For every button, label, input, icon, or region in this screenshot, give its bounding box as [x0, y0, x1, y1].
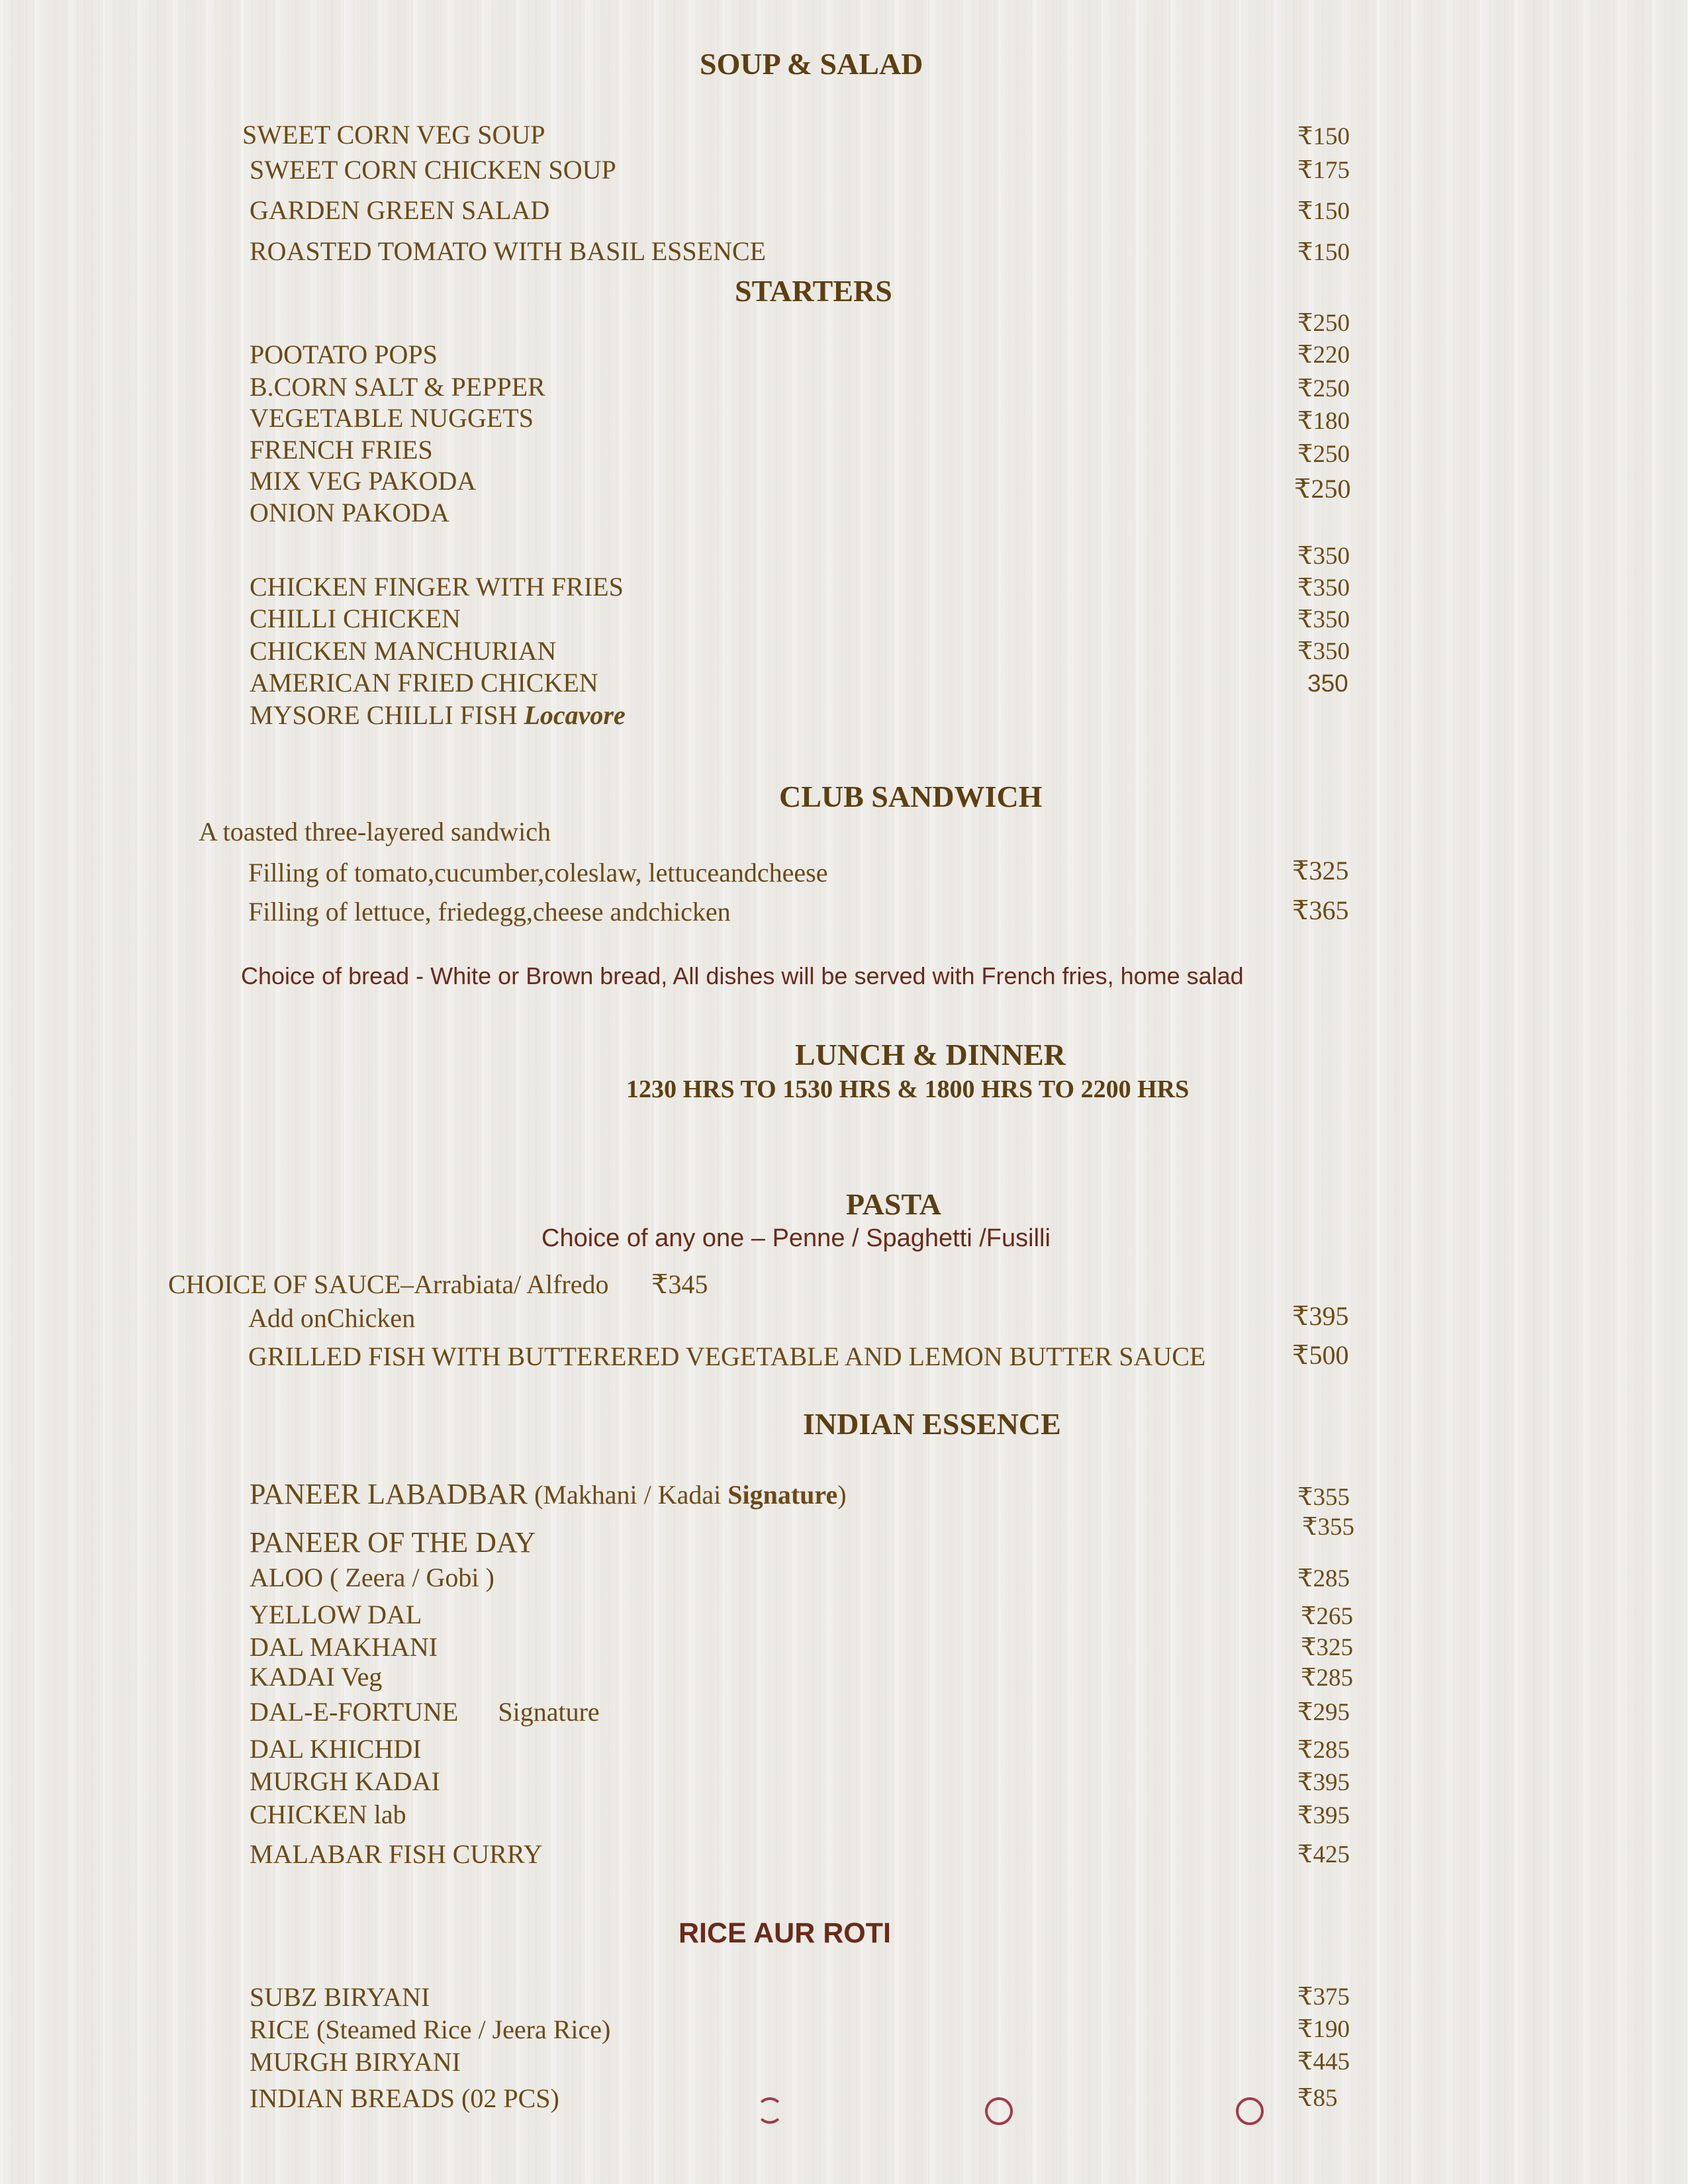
section-title-rice-aur-roti: RICE AUR ROTI	[679, 1917, 891, 1949]
menu-price: ₹265	[1301, 1603, 1354, 1630]
menu-item: Filling of tomato,cucumber,coleslaw, lettuceandcheese	[248, 858, 828, 887]
menu-item: ALOO ( Zeera / Gobi )	[250, 1563, 494, 1592]
menu-item: ROASTED TOMATO WITH BASIL ESSENCE	[250, 236, 767, 266]
menu-price: ₹350	[1297, 543, 1350, 570]
paneer-options: (Makhani / Kadai	[534, 1480, 722, 1510]
section-title-indian-essence: INDIAN ESSENCE	[803, 1407, 1061, 1441]
menu-price: ₹355	[1302, 1514, 1355, 1541]
menu-price: ₹85	[1297, 2085, 1338, 2112]
menu-item: SWEET CORN VEG SOUP	[242, 120, 545, 150]
menu-price: ₹250	[1294, 474, 1351, 504]
menu-item: DAL MAKHANI	[250, 1632, 438, 1662]
signature-tag: Signature	[498, 1697, 600, 1727]
menu-item: SWEET CORN CHICKEN SOUP	[250, 155, 616, 185]
menu-price: ₹150	[1297, 123, 1350, 150]
menu-item: MIX VEG PAKODA	[250, 466, 477, 496]
menu-price: ₹190	[1297, 2016, 1350, 2043]
menu-price: ₹175	[1297, 157, 1350, 184]
menu-item: INDIAN BREADS (02 PCS)	[250, 2083, 559, 2113]
menu-item: POOTATO POPS	[250, 340, 438, 369]
menu-item: SUBZ BIRYANI	[250, 1982, 430, 2012]
menu-price: ₹345	[651, 1269, 708, 1299]
menu-item: B.CORN SALT & PEPPER	[250, 372, 545, 402]
signature-tag: Signature	[727, 1480, 838, 1510]
menu-price: ₹250	[1297, 310, 1350, 337]
menu-price: ₹425	[1297, 1841, 1350, 1868]
menu-price: ₹350	[1297, 574, 1350, 602]
menu-price: ₹285	[1297, 1565, 1350, 1592]
menu-item: Filling of lettuce, friedegg,cheese andchicken	[248, 897, 731, 927]
menu-item: GRILLED FISH WITH BUTTERERED VEGETABLE AND LEMON BUTTER SAUCE	[248, 1342, 1206, 1371]
menu-price: ₹250	[1297, 441, 1350, 468]
menu-item: CHILLI CHICKEN	[250, 604, 461, 633]
menu-price: ₹250	[1297, 375, 1350, 402]
menu-item: KADAI Veg	[250, 1662, 383, 1692]
menu-item: FRENCH FRIES	[250, 435, 433, 465]
page-dot-icon	[1236, 2097, 1264, 2125]
section-title-starters: STARTERS	[735, 274, 892, 308]
pasta-choice: Choice of any one – Penne / Spaghetti /Fusilli	[541, 1224, 1051, 1252]
menu-price: ₹150	[1297, 239, 1350, 266]
menu-item: PANEER LABADBAR	[250, 1478, 528, 1510]
menu-item: VEGETABLE NUGGETS	[250, 403, 534, 433]
menu-price: ₹325	[1301, 1634, 1354, 1661]
menu-item: CHICKEN MANCHURIAN	[250, 636, 557, 666]
section-title-lunch-dinner: LUNCH & DINNER	[795, 1038, 1066, 1071]
section-title-pasta: PASTA	[846, 1187, 941, 1221]
menu-item: MYSORE CHILLI FISH	[250, 700, 518, 730]
menu-item: RICE (Steamed Rice / Jeera Rice)	[250, 2015, 611, 2044]
menu-item-dal-e-fortune	[250, 1696, 600, 1727]
menu-price: ₹285	[1297, 1737, 1350, 1764]
menu-item-paneer-labadbar	[250, 1477, 847, 1511]
menu-price: 350	[1307, 670, 1348, 697]
menu-price: ₹395	[1297, 1802, 1350, 1829]
menu-price: ₹445	[1297, 2048, 1350, 2075]
menu-item: Add onChicken	[248, 1303, 416, 1333]
menu-price: ₹365	[1292, 895, 1349, 925]
pasta-sauce-choice: CHOICE OF SAUCE–Arrabiata/ Alfredo	[168, 1269, 609, 1299]
menu-price: ₹500	[1292, 1340, 1349, 1370]
menu-price: ₹350	[1297, 606, 1350, 633]
lunch-dinner-hours: 1230 HRS TO 1530 HRS & 1800 HRS TO 2200 HRS	[626, 1075, 1190, 1103]
section-title-club-sandwich: CLUB SANDWICH	[779, 780, 1043, 813]
menu-price: ₹350	[1297, 638, 1350, 665]
menu-price: ₹285	[1301, 1664, 1354, 1692]
menu-price: ₹220	[1297, 341, 1350, 369]
club-sandwich-description: A toasted three-layered sandwich	[199, 817, 551, 846]
paneer-options-close: )	[837, 1480, 847, 1510]
menu-item-mysore-chilli-fish	[250, 700, 626, 731]
menu-price: ₹395	[1292, 1301, 1349, 1331]
menu-item: MALABAR FISH CURRY	[250, 1839, 543, 1869]
menu-price: ₹375	[1297, 1983, 1350, 2011]
menu-item: DAL KHICHDI	[250, 1734, 422, 1764]
menu-item: CHICKEN lab	[250, 1799, 406, 1829]
menu-price: ₹325	[1292, 856, 1349, 886]
menu-item: PANEER OF THE DAY	[250, 1526, 536, 1559]
menu-item: GARDEN GREEN SALAD	[250, 195, 550, 225]
page-dot-icon	[757, 2097, 783, 2124]
menu-item: AMERICAN FRIED CHICKEN	[250, 668, 598, 698]
menu-price: ₹150	[1297, 198, 1350, 225]
page-dot-icon	[985, 2097, 1013, 2125]
menu-price: ₹295	[1297, 1699, 1350, 1726]
menu-price: ₹355	[1297, 1484, 1350, 1511]
club-sandwich-note: Choice of bread - White or Brown bread, All dishes will be served with French fries, home salad	[241, 962, 1244, 989]
menu-item: DAL-E-FORTUNE	[250, 1697, 459, 1727]
menu-price: ₹180	[1297, 408, 1350, 435]
menu-item: CHICKEN FINGER WITH FRIES	[250, 572, 624, 602]
locavore-tag: Locavore	[524, 700, 626, 730]
menu-item: MURGH KADAI	[250, 1766, 440, 1796]
section-title-soup-salad: SOUP & SALAD	[700, 47, 923, 81]
menu-price: ₹395	[1297, 1769, 1350, 1796]
menu-item: YELLOW DAL	[250, 1600, 422, 1629]
menu-item: ONION PAKODA	[250, 498, 449, 527]
menu-item: MURGH BIRYANI	[250, 2047, 461, 2077]
